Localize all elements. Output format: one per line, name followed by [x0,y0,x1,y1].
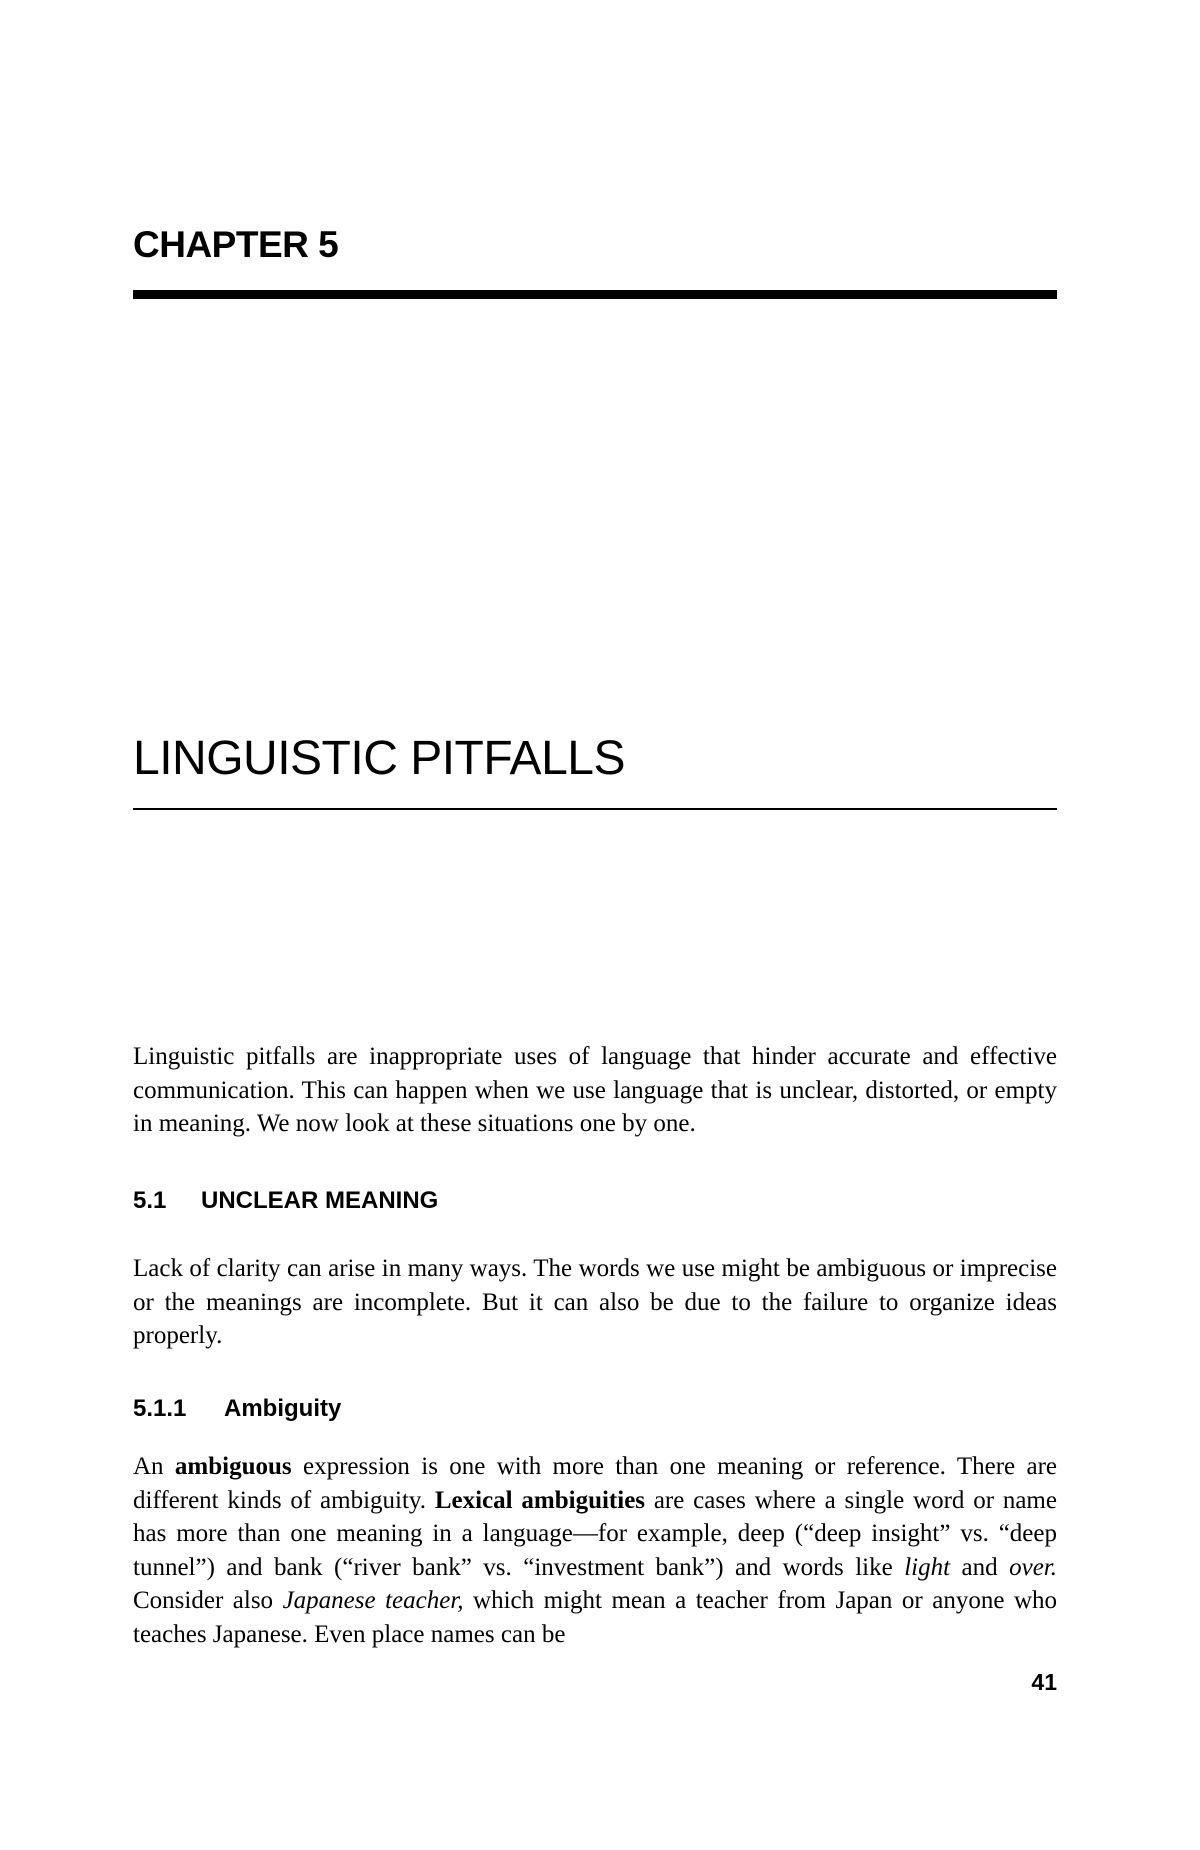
example-japanese-teacher: Japanese teacher, [282,1587,464,1614]
example-light: light [904,1553,951,1581]
section-number: 5.1 [133,1187,167,1214]
unclear-meaning-paragraph: Lack of clarity can arise in many ways. The words we use might be ambiguous or imprecise or the meanings are incomplete. But it can also be due to the failure to organize ideas properly. [133,1255,1057,1349]
ambiguity-paragraph [133,1450,1057,1651]
term-ambiguous: ambiguous [174,1453,292,1480]
subsection-number: 5.1.1 [133,1395,187,1422]
example-over: over. [1009,1553,1057,1581]
text-run: and [950,1553,1010,1581]
text-run: Consider also [133,1587,283,1614]
section-heading-5-1-1 [133,1397,341,1421]
chapter-title: LINGUISTIC PITFALLS [133,732,625,785]
section-heading-5-1 [133,1189,438,1213]
subsection-title: Ambiguity [224,1395,342,1422]
text-run: are cases where a single word or name has more than one meaning in a language—for example, deep (“deep insight” vs. “deep tunnel”) and bank (“river bank” vs. “investment bank”) and words like [133,1486,1057,1581]
text-run: An [133,1453,175,1480]
intro-paragraph: Linguistic pitfalls are inappropriate uses of language that hinder accurate and effective communication. This can happen when we use language that is unclear, distorted, or empty in meaning. We now look at these situations one by one. [133,1043,1057,1137]
page-number: 41 [1031,1669,1057,1695]
section-title: UNCLEAR MEANING [201,1187,439,1214]
term-lexical-ambiguities: Lexical ambiguities [434,1486,646,1514]
chapter-divider-thin [133,808,1057,810]
book-page [133,0,1057,1850]
chapter-divider-thick [133,290,1057,299]
chapter-label: CHAPTER 5 [133,224,339,265]
text-run: expression is one with more than one meaning or reference. There are different kinds of ambiguity. [133,1453,1057,1514]
text-run: which might mean a teacher from Japan or anyone who teaches Japanese. Even place names can be [133,1587,1057,1648]
